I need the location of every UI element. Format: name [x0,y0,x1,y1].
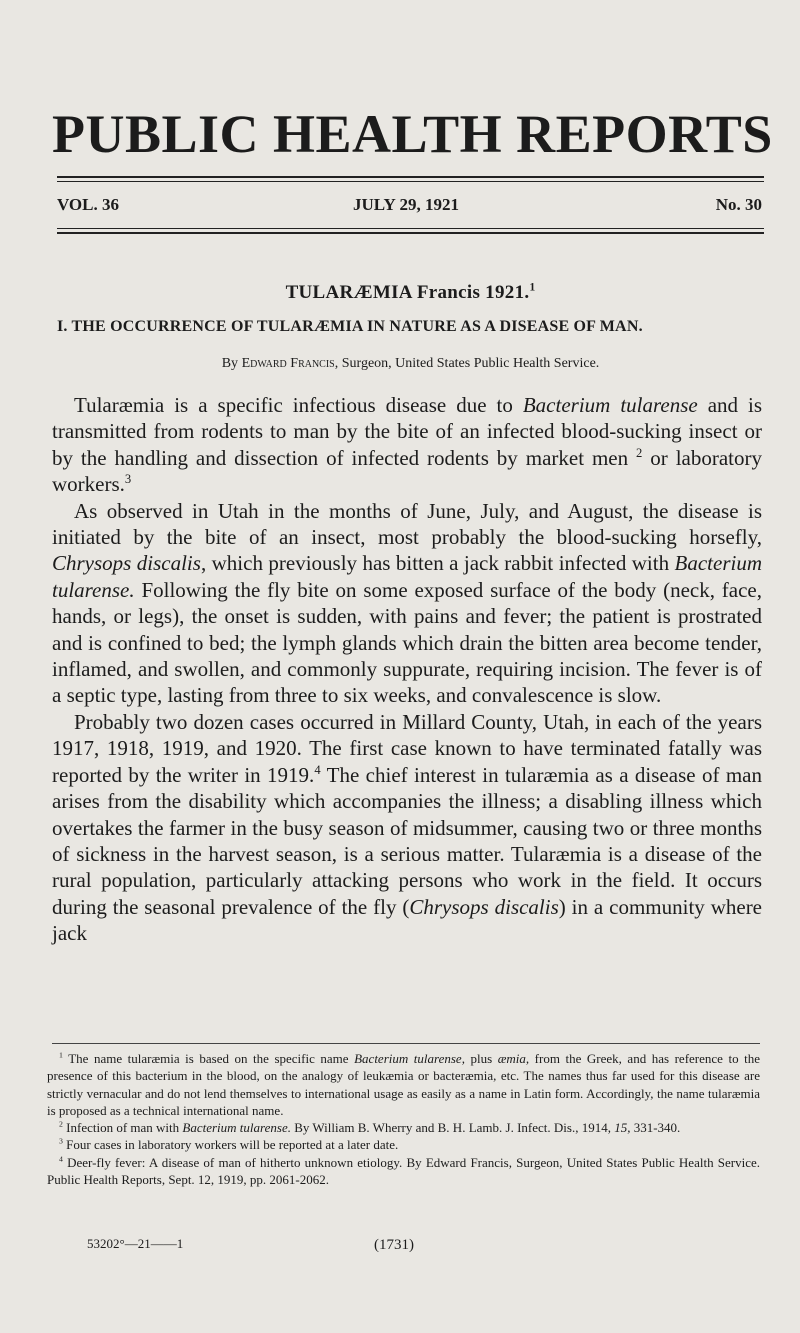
journal-masthead: PUBLIC HEALTH REPORTS [52,104,773,164]
footnotes [47,1050,760,1188]
paragraph-3: Probably two dozen cases occurred in Millard County, Utah, in each of the years 1917, 1918, 1919, and 1920. The first case known to have terminated fatally was reported by the writer in 1919.$^4$ The chief interest in tularæmia as a disease of man arises from the disability which accompanies the illness; a disabling illness which overtakes the farmer in the busy season of midsummer, causing two or three months of sickness in the harvest season, is a serious matter. Tularæmia is a disease of the rural population, particularly attacking persons who work in the field. It occurs during the seasonal prevalence of the fly (Chrysops discalis) in a community where jack [52,709,763,946]
footnote-2: $^2$ Infection of man with Bacterium tularense. By William B. Wherry and B. H. Lamb. J. Infect. Dis., 1914, 15, 331-340. [59,1119,681,1136]
article-byline: By Edward Francis, Surgeon, United States Public Health Service. [221,356,600,371]
paragraph-1: Tularæmia is a specific infectious disease due to Bacterium tularense and is transmitted from rodents to man by the bite of an infected blood-sucking insect or by the handling and dissection of infected rodents by market men $^2$ or laboratory workers.$^3$ [52,393,763,497]
author-name: Edward Francis [241,356,335,371]
article-title: TULARÆMIA Francis 1921.$^1$ [285,281,536,303]
footnote-rule [52,1043,760,1044]
footnote-3: $^3$ Four cases in laboratory workers will be reported at a later date. [59,1137,399,1153]
footnote-1: $^1$ The name tularæmia is based on the specific name Bacterium tularense, plus æmia, from the Greek, and has reference to the presence of this bacterium in the blood, on the analogy of leukæmia or bacteræmia, etc. The names thus far used for this disease are strictly vernacular and do not lend themselves to international usage as easily as a name in Latin form. Accordingly, the name tularæmia is proposed as a technical international name. [47,1050,761,1118]
footnote-4: $^4$ Deer-fly fever: A disease of man of hitherto unknown etiology. By Edward Francis, Surgeon, United States Public Health Service. Public Health Reports, Sept. 12, 1919, pp. 2061-2062. [47,1154,760,1188]
print-code: 53202°—21——1 [87,1236,184,1251]
volume-label: VOL. 36 [57,195,119,214]
issue-rule-thin [57,228,764,229]
page-number: (1731) [374,1237,414,1253]
masthead-rule-top-thin [57,181,764,182]
issue-rule-bottom [57,232,764,234]
article-subtitle: I. THE OCCURRENCE OF TULARÆMIA IN NATURE AS A DISEASE OF MAN. [57,318,643,335]
paragraph-2: As observed in Utah in the months of June, July, and August, the disease is initiated by the bite of an insect, most probably the blood-sucking horsefly, Chrysops discalis, which previously has bitten a jack rabbit infected with Bacterium tularense. Following the fly bite on some exposed surface of the body (neck, face, hands, or legs), the onset is sudden, with pains and fever; the patient is prostrated and is confined to bed; the lymph glands which drain the bitten area become tender, inflamed, and swollen, and commonly suppurate, requiring incision. The fever is of a septic type, lasting from three to six weeks, and convalescence is slow. [52,498,762,708]
masthead-rule-top [57,176,764,178]
article-body [52,392,762,947]
issue-date: JULY 29, 1921 [353,195,459,214]
issue-number: No. 30 [715,195,762,214]
